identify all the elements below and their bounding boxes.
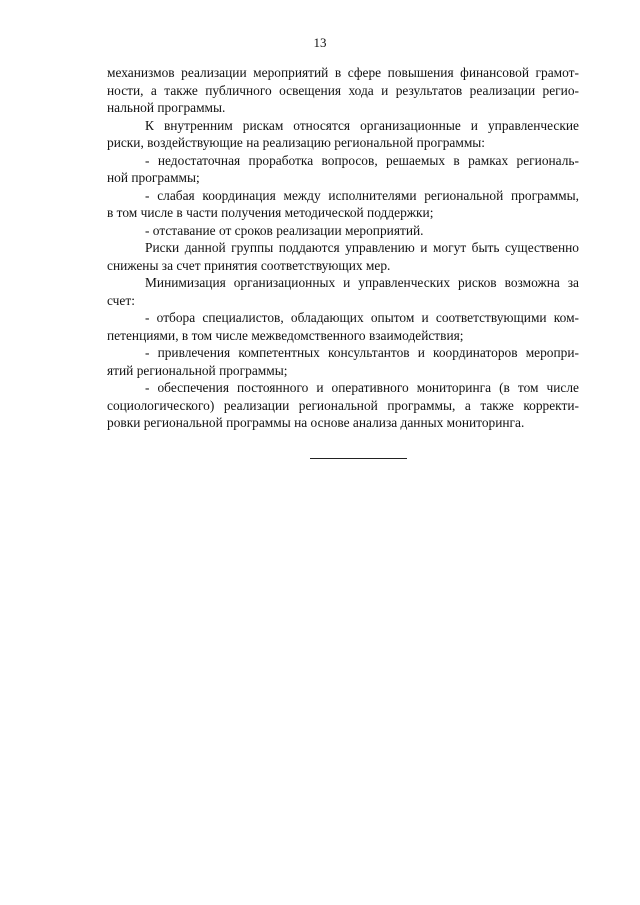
- body-text-line: в том числе в части получения методической поддержки;: [107, 205, 434, 220]
- body-text-line: ровки региональной программы на основе анализа данных мониторинга.: [107, 415, 525, 430]
- body-text-line: - недостаточная проработка вопросов, решаемых в рамках региональ-: [145, 152, 579, 168]
- body-text-line: счет:: [107, 292, 135, 308]
- body-text-line: ной программы;: [107, 170, 200, 185]
- body-text-line: ности, а также публичного освещения хода и результатов реализации регио-: [107, 82, 579, 98]
- end-of-text-rule: [310, 458, 407, 459]
- body-text-line: К внутренним рискам относятся организационные и управленческие: [145, 117, 579, 133]
- body-text-line: Риски данной группы поддаются управлению и могут быть существенно: [145, 240, 579, 255]
- body-text-line: социологического) реализации региональной программы, а также корректи-: [107, 397, 579, 413]
- body-text-line: - обеспечения постоянного и оперативного мониторинга (в том числе: [145, 380, 579, 395]
- body-text-line: риски, воздействующие на реализацию региональной программы:: [107, 135, 486, 150]
- body-text-line: механизмов реализации мероприятий в сфере повышения финансовой грамот-: [107, 65, 579, 80]
- body-text-line: - отставание от сроков реализации мероприятий.: [145, 222, 424, 238]
- body-text-line: Минимизация организационных и управленческих рисков возможна за: [145, 275, 579, 290]
- body-text-line: снижены за счет принятия соответствующих мер.: [107, 257, 391, 273]
- body-text-line: нальной программы.: [107, 100, 226, 115]
- body-text-line: - привлечения компетентных консультантов и координаторов меропри-: [145, 345, 579, 360]
- body-text-line: петенциями, в том числе межведомственного взаимодействия;: [107, 327, 464, 343]
- page-number: 13: [313, 35, 327, 50]
- body-text-line: ятий региональной программы;: [107, 362, 288, 378]
- body-text-line: - слабая координация между исполнителями региональной программы,: [145, 187, 579, 203]
- body-text-line: - отбора специалистов, обладающих опытом и соответствующими ком-: [145, 310, 579, 325]
- document-body: [107, 64, 579, 432]
